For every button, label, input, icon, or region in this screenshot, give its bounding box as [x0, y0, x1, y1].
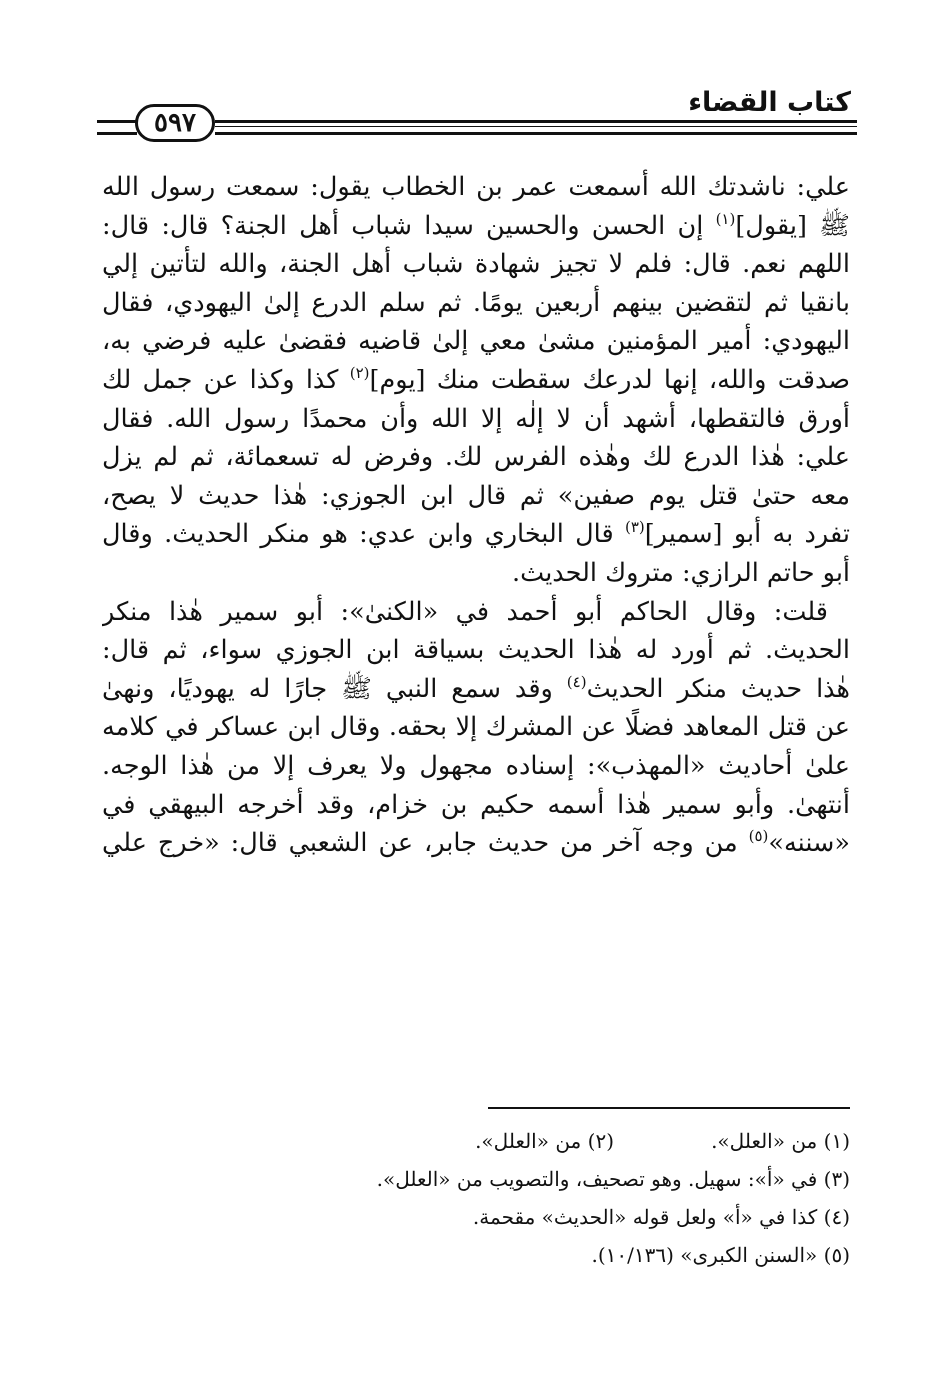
page-header [97, 86, 857, 150]
text-line: معه حتىٰ قتل يوم صفين» ثم قال ابن الجوزي: هٰذا حديث لا يصح، [102, 480, 850, 511]
header-rule [97, 120, 137, 123]
text-line: بانقيا ثم لتقضين بينهم أربعين يومًا. ثم سلم الدرع إلىٰ اليهودي، فقال [102, 287, 850, 318]
text-line: اليهودي: أمير المؤمنين مشىٰ معي إلىٰ قاضيه فقضىٰ عليه فرضي به، [102, 326, 850, 357]
footnote-ref: (١) [715, 209, 736, 228]
footnote-ref: (٢) [349, 363, 370, 382]
text-line [102, 824, 850, 863]
running-title: كتاب القضاء [688, 87, 851, 118]
text-line: أورق فالتقطها، أشهد أن لا إلٰه إلا الله وأن محمدًا رسول الله. فقال [102, 403, 850, 434]
header-rule [97, 132, 137, 135]
footnote-separator [488, 1107, 850, 1109]
text-line: قلت: وقال الحاكم أبو أحمد في «الكنىٰ»: أبو سمير هٰذا منكر [102, 596, 828, 627]
footnote-1: (١) من «العلل». [711, 1129, 850, 1153]
footnote-2: (٢) من «العلل». [475, 1129, 614, 1153]
text-segment: ﷺ [يقول] [735, 210, 850, 241]
text-line: أنتهىٰ. وأبو سمير هٰذا أسمه حكيم بن خزام، وقد أخرجه البيهقي في [102, 789, 850, 820]
header-rule [215, 120, 857, 123]
text-line [102, 670, 850, 709]
text-segment: هٰذا حديث منكر الحديث [586, 673, 850, 704]
text-line [102, 361, 850, 400]
main-text [102, 168, 850, 863]
footnote-row [102, 1122, 850, 1160]
header-rule [215, 132, 857, 135]
text-line [102, 515, 850, 554]
footnote-ref: (٥) [748, 827, 769, 846]
text-line: علي: ناشدتك الله أسمعت عمر بن الخطاب يقول: سمعت رسول الله [102, 172, 850, 202]
page-number: ٥٩٧ [135, 104, 215, 142]
text-line: عن قتل المعاهد فضلًا عن المشرك إلا بحقه. وقال ابن عساكر في كلامه [102, 712, 850, 743]
text-segment: «سننه» [768, 828, 850, 859]
text-line: علي: هٰذا الدرع لك وهٰذه الفرس لك. وفرض له تسعمائة، ثم لم يزل [102, 442, 850, 473]
footnotes [102, 1122, 850, 1274]
footnote-4: (٤) كذا في «أ» ولعل قوله «الحديث» مقحمة. [472, 1205, 850, 1229]
header-rule [215, 126, 857, 127]
text-segment: كذا وكذا عن جمل لك [102, 364, 339, 395]
text-segment: تفرد به أبو [سمير] [644, 519, 850, 550]
text-line: أبو حاتم الرازي: متروك الحديث. [512, 557, 850, 588]
footnote-ref: (٣) [624, 518, 645, 537]
text-segment: قال البخاري وابن عدي: هو منكر الحديث. وقال [102, 519, 614, 550]
text-segment: وقد سمع النبي ﷺ جارًا له يهوديًا، ونهىٰ [102, 673, 553, 704]
text-segment: من وجه آخر من حديث جابر، عن الشعبي قال: «خرج علي [102, 828, 738, 859]
text-line: اللهم نعم. قال: فلم لا تجيز شهادة شباب أهل الجنة، والله لتأتين إلي [102, 249, 850, 280]
footnote-5: (٥) «السنن الكبرى» (١٠/١٣٦). [591, 1243, 850, 1267]
text-segment: صدقت والله، إنها لدرعك سقطت منك [يوم] [369, 364, 850, 395]
text-line: علىٰ أحاديث «المهذب»: إسناده مجهول ولا يعرف إلا من هٰذا الوجه. [102, 750, 850, 781]
footnote-3: (٣) في «أ»: سهيل. وهو تصحيف، والتصويب من «العلل». [376, 1167, 850, 1191]
text-segment: إن الحسن والحسين سيدا شباب أهل الجنة؟ قال: قال: [102, 210, 704, 241]
text-line [102, 207, 850, 246]
text-line: الحديث. ثم أورد له هٰذا الحديث بسياقة ابن الجوزي سواء، ثم قال: [102, 635, 850, 666]
footnote-ref: (٤) [566, 672, 587, 691]
